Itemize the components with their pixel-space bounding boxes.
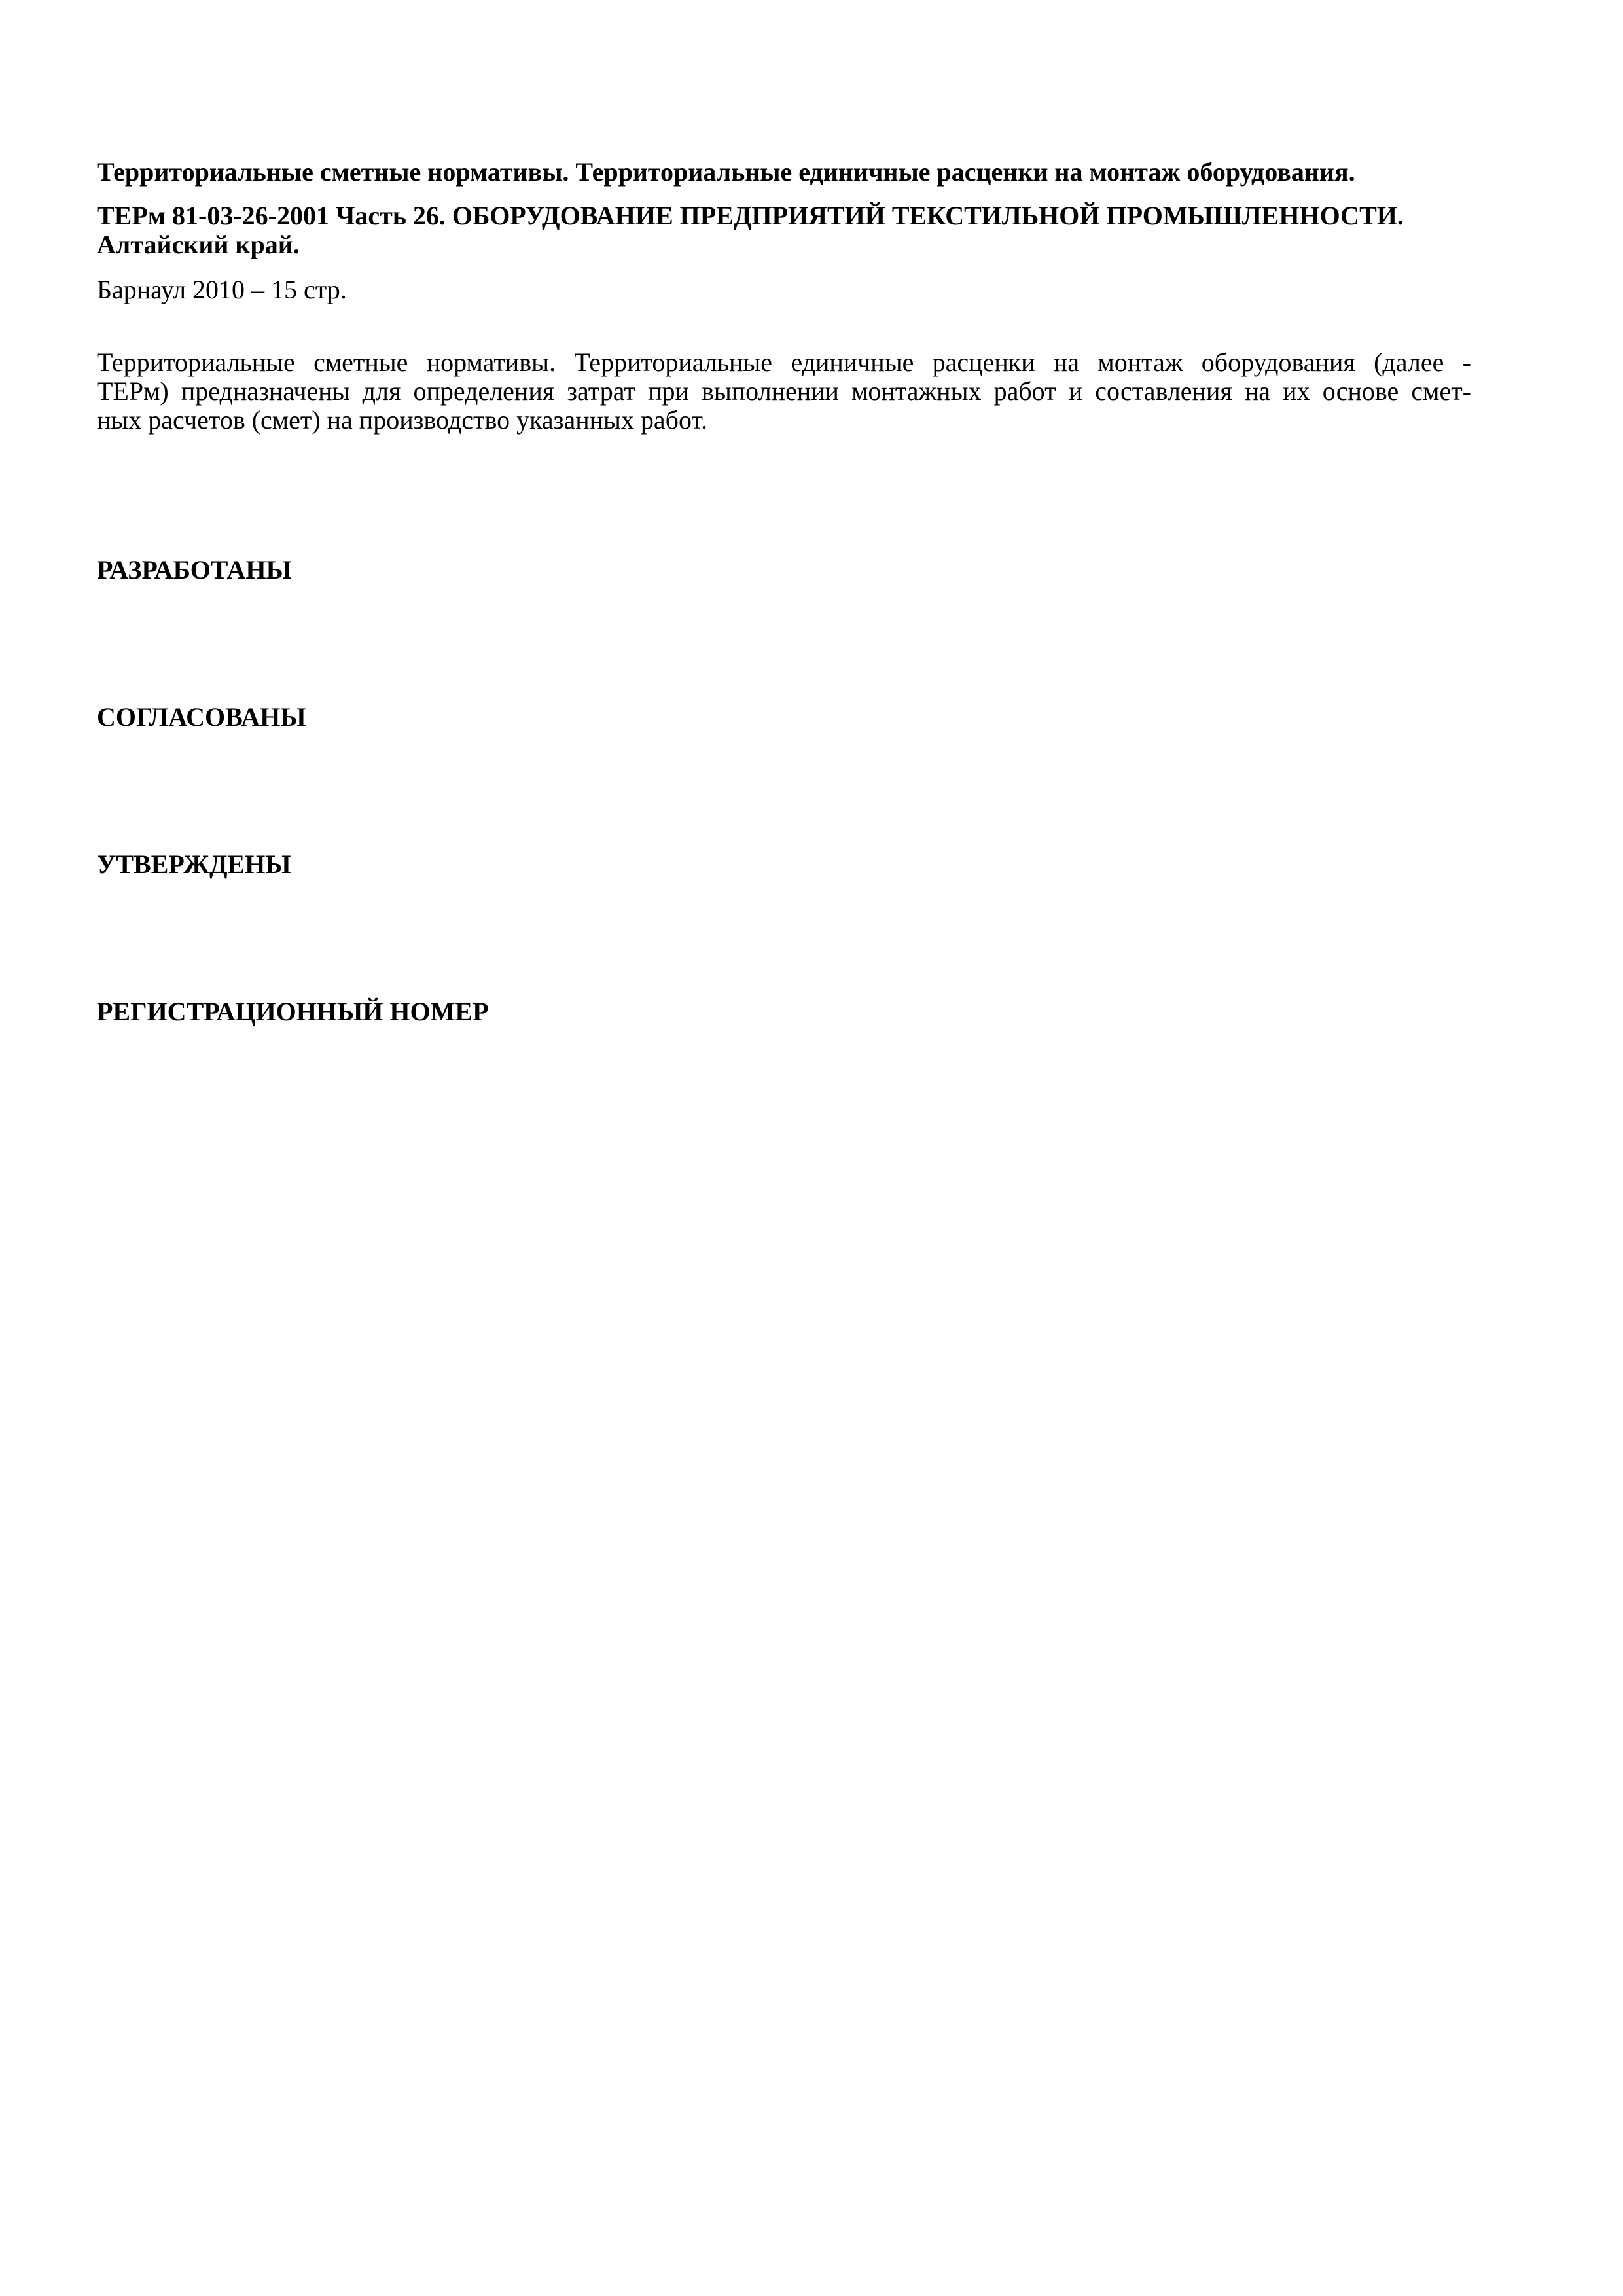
section-heading-approved: УТВЕРЖДЕНЫ bbox=[97, 850, 291, 879]
section-heading-registration-number: РЕГИСТРАЦИОННЫЙ НОМЕР bbox=[97, 997, 489, 1026]
subtitle-line: Алтайский край. bbox=[97, 230, 300, 259]
section-heading-agreed: СОГЛАСОВАНЫ bbox=[97, 702, 306, 732]
document-title: Территориальные сметные нормативы. Территориальные единичные расценки на монтаж оборудования. bbox=[97, 157, 1355, 187]
section-heading-developed: РАЗРАБОТАНЫ bbox=[97, 555, 292, 584]
document-subtitle bbox=[97, 202, 1471, 259]
abstract-line: ных расчетов (смет) на производство указанных работ. bbox=[97, 405, 707, 435]
abstract-paragraph bbox=[97, 348, 1471, 435]
subtitle-line: ТЕРм 81-03-26-2001 Часть 26. ОБОРУДОВАНИЕ ПРЕДПРИЯТИЙ ТЕКСТИЛЬНОЙ ПРОМЫШЛЕННОСТИ. bbox=[97, 201, 1404, 230]
abstract-line: ТЕРм) предназначены для определения затрат при выполнении монтажных работ и составления на их основе смет- bbox=[97, 376, 1471, 406]
imprint-line: Барнаул 2010 – 15 стр. bbox=[97, 275, 347, 304]
abstract-line: Территориальные сметные нормативы. Территориальные единичные расценки на монтаж оборудования (далее - bbox=[97, 348, 1471, 377]
